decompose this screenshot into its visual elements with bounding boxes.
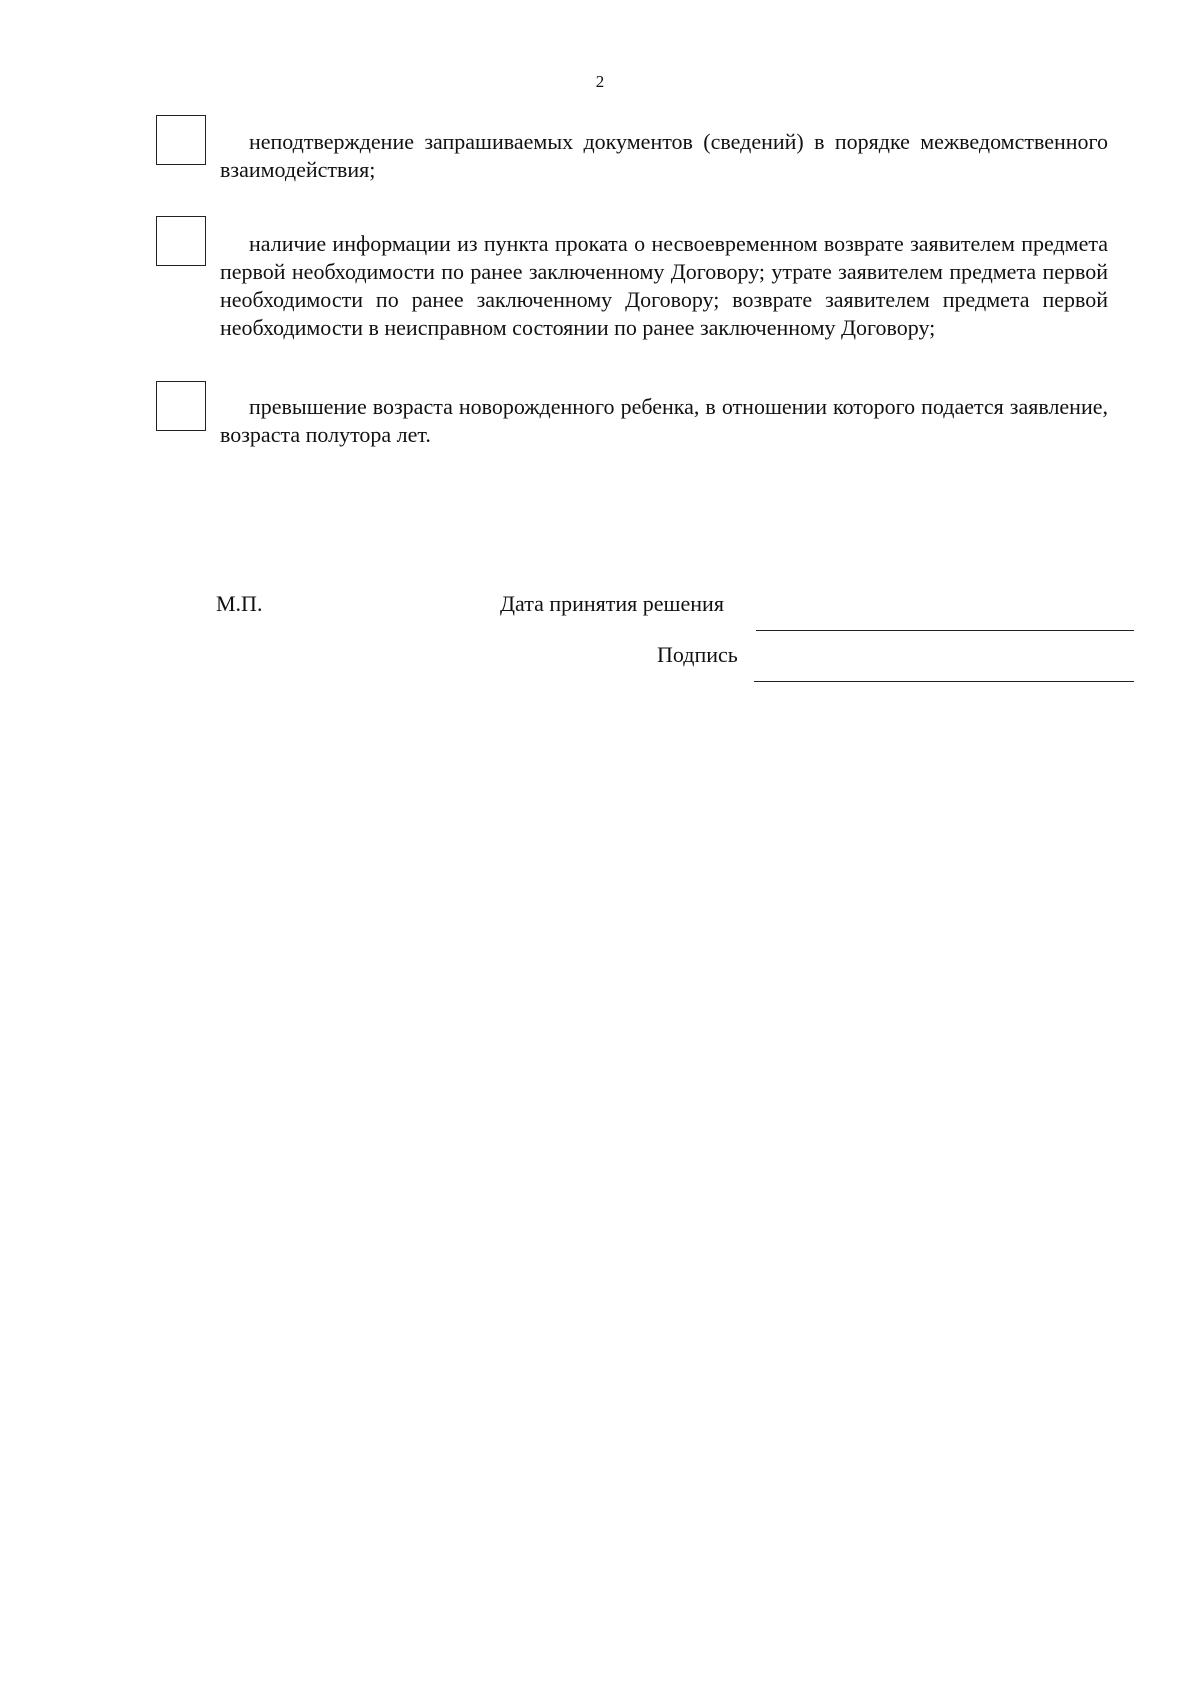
option-text: неподтверждение запрашиваемых документов (сведений) в порядке межведомственного взаимодействия;: [220, 129, 1108, 182]
checkbox[interactable]: [156, 216, 206, 266]
decision-date-label: Дата принятия решения: [500, 591, 724, 616]
option-text: наличие информации из пункта проката о несвоевременном возврате заявителем предмета первой необходимости по ранее заключенному Договору; утрате заявителем предмета первой необходимости по ранее заключенному Договору; возврате заявителем предмета первой необходимости в неисправном состоянии по ранее заключенному Договору;: [220, 231, 1108, 340]
checkbox[interactable]: [156, 381, 206, 431]
decision-date-field-line[interactable]: [756, 630, 1134, 631]
stamp-placeholder-label: М.П.: [216, 591, 263, 616]
option-text: превышение возраста новорожденного ребенка, в отношении которого подается заявление, возраста полутора лет.: [220, 394, 1108, 447]
page-number: 2: [595, 72, 605, 91]
signature-field-line[interactable]: [754, 681, 1134, 682]
signature-label: Подпись: [657, 642, 738, 667]
checkbox[interactable]: [156, 115, 206, 165]
